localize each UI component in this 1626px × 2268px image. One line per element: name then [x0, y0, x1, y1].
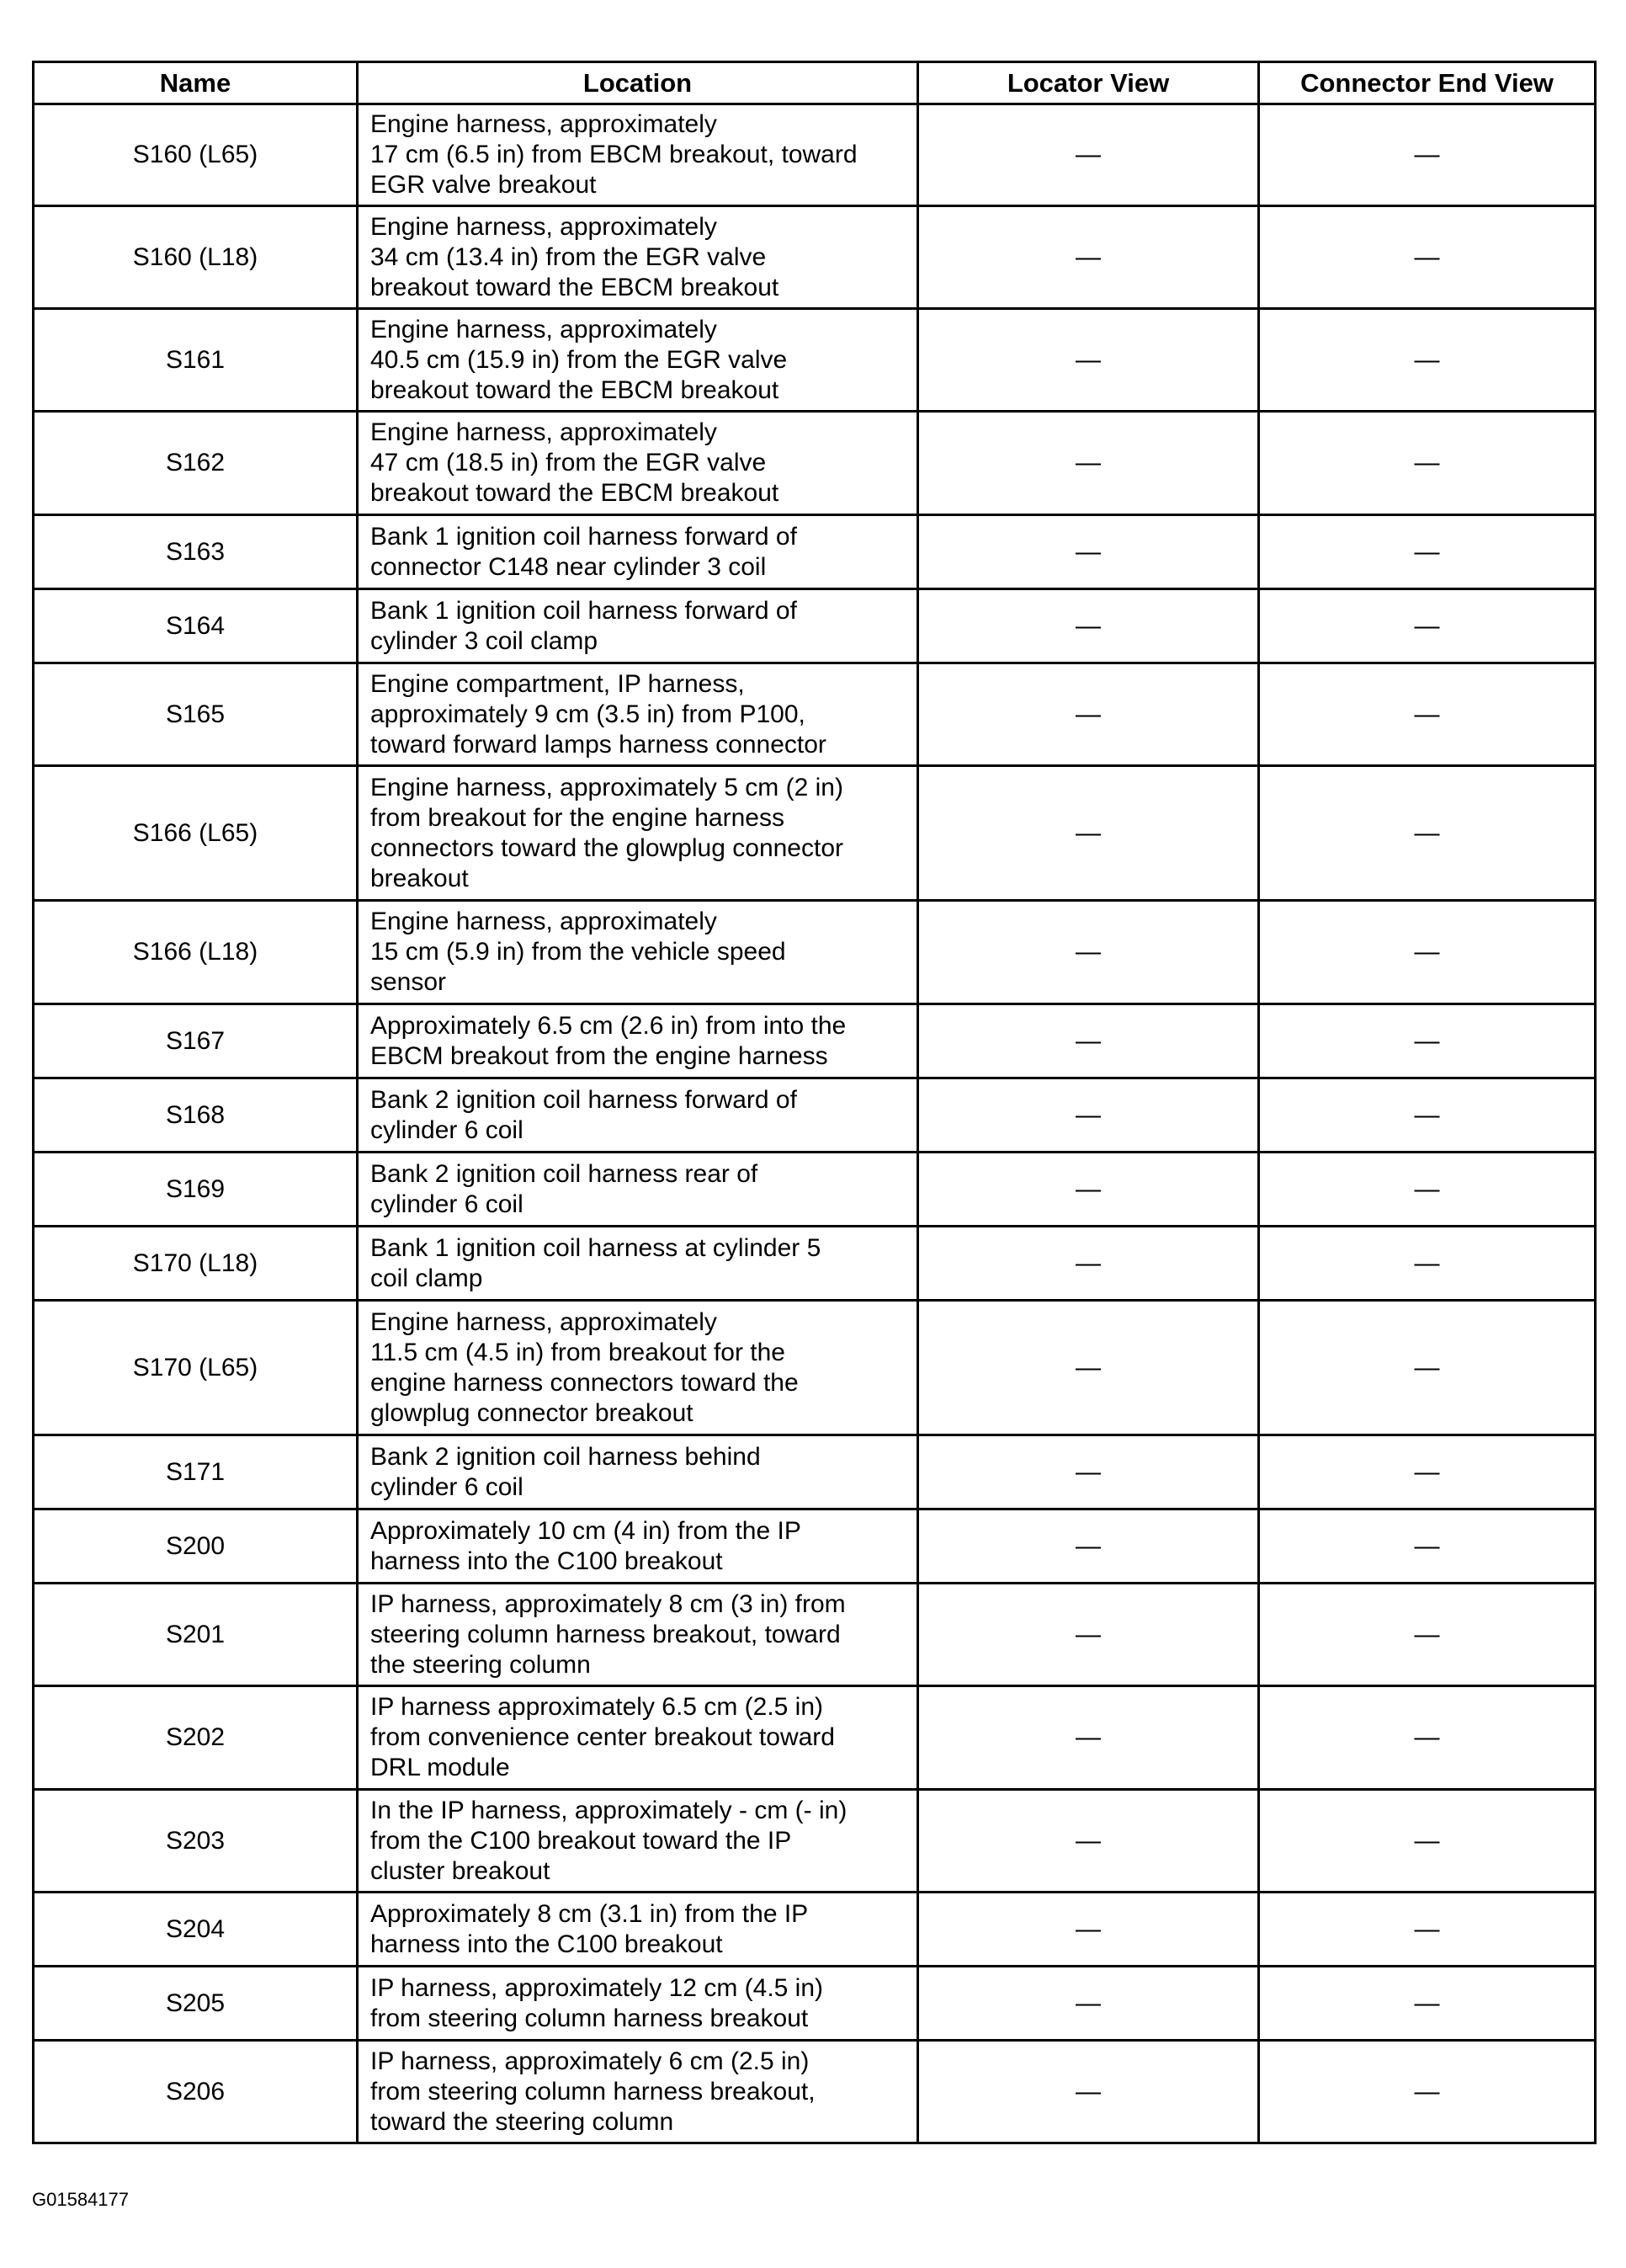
splice-name-cell: S169 [34, 1153, 358, 1227]
connector-end-view-cell: — [1259, 2041, 1596, 2143]
locator-view-cell: — [918, 1301, 1259, 1435]
table-row [34, 901, 1596, 1004]
table-row [34, 1153, 1596, 1227]
table-row [34, 589, 1596, 663]
table-row [34, 309, 1596, 412]
table-row [34, 412, 1596, 515]
locator-view-cell: — [918, 1584, 1259, 1686]
connector-end-view-cell: — [1259, 1509, 1596, 1584]
connector-end-view-cell: — [1259, 206, 1596, 309]
splice-name-cell: S200 [34, 1509, 358, 1584]
table-row [34, 1509, 1596, 1584]
connector-end-view-cell: — [1259, 1078, 1596, 1153]
table-row [34, 1004, 1596, 1078]
connector-end-view-cell: — [1259, 104, 1596, 206]
connector-end-view-cell: — [1259, 663, 1596, 766]
header-row [34, 62, 1596, 104]
table-row [34, 1435, 1596, 1509]
connector-end-view-cell: — [1259, 1301, 1596, 1435]
location-cell: Engine harness, approximately 15 cm (5.9 in) from the vehicle speed sensor [358, 901, 918, 1004]
splice-name-cell: S204 [34, 1893, 358, 1967]
location-cell: Approximately 10 cm (4 in) from the IP harness into the C100 breakout [358, 1509, 918, 1584]
location-cell: Engine harness, approximately 11.5 cm (4.5 in) from breakout for the engine harness connectors toward the glowplug connector breakout [358, 1301, 918, 1435]
splice-name-cell: S171 [34, 1435, 358, 1509]
connector-end-view-cell: — [1259, 412, 1596, 515]
connector-end-view-cell: — [1259, 766, 1596, 901]
splice-name-cell: S166 (L65) [34, 766, 358, 901]
locator-view-cell: — [918, 901, 1259, 1004]
location-cell: Bank 1 ignition coil harness forward of connector C148 near cylinder 3 coil [358, 515, 918, 589]
splice-name-cell: S203 [34, 1790, 358, 1893]
splice-name-cell: S206 [34, 2041, 358, 2143]
location-cell: Engine harness, approximately 17 cm (6.5 in) from EBCM breakout, toward EGR valve breakout [358, 104, 918, 206]
splice-location-table [32, 61, 1597, 2144]
table-row [34, 663, 1596, 766]
location-cell: Bank 2 ignition coil harness behind cylinder 6 coil [358, 1435, 918, 1509]
connector-end-view-cell: — [1259, 1686, 1596, 1790]
table-row [34, 766, 1596, 901]
location-cell: Approximately 8 cm (3.1 in) from the IP harness into the C100 breakout [358, 1893, 918, 1967]
connector-end-view-cell: — [1259, 1004, 1596, 1078]
splice-name-cell: S170 (L65) [34, 1301, 358, 1435]
connector-end-view-cell: — [1259, 1893, 1596, 1967]
location-cell: Bank 1 ignition coil harness forward of cylinder 3 coil clamp [358, 589, 918, 663]
table-row [34, 1686, 1596, 1790]
locator-view-cell: — [918, 1435, 1259, 1509]
location-cell: IP harness, approximately 6 cm (2.5 in) from steering column harness breakout, toward the steering column [358, 2041, 918, 2143]
splice-name-cell: S205 [34, 1967, 358, 2041]
splice-name-cell: S165 [34, 663, 358, 766]
locator-view-cell: — [918, 1686, 1259, 1790]
splice-name-cell: S201 [34, 1584, 358, 1686]
location-cell: IP harness, approximately 8 cm (3 in) from steering column harness breakout, toward the steering column [358, 1584, 918, 1686]
location-cell: Bank 1 ignition coil harness at cylinder 5 coil clamp [358, 1227, 918, 1301]
locator-view-cell: — [918, 309, 1259, 412]
locator-view-cell: — [918, 1153, 1259, 1227]
location-cell: IP harness, approximately 12 cm (4.5 in) from steering column harness breakout [358, 1967, 918, 2041]
splice-name-cell: S163 [34, 515, 358, 589]
splice-name-cell: S168 [34, 1078, 358, 1153]
connector-end-view-cell: — [1259, 309, 1596, 412]
locator-view-cell: — [918, 104, 1259, 206]
table-row [34, 1584, 1596, 1686]
splice-name-cell: S164 [34, 589, 358, 663]
header-name: Name [34, 62, 358, 104]
location-cell: IP harness approximately 6.5 cm (2.5 in) from convenience center breakout toward DRL module [358, 1686, 918, 1790]
table-row [34, 1967, 1596, 2041]
locator-view-cell: — [918, 515, 1259, 589]
header-location: Location [358, 62, 918, 104]
location-cell: Engine compartment, IP harness, approximately 9 cm (3.5 in) from P100, toward forward lamps harness connector [358, 663, 918, 766]
locator-view-cell: — [918, 206, 1259, 309]
splice-name-cell: S170 (L18) [34, 1227, 358, 1301]
location-cell: Engine harness, approximately 40.5 cm (15.9 in) from the EGR valve breakout toward the EBCM breakout [358, 309, 918, 412]
connector-end-view-cell: — [1259, 1153, 1596, 1227]
locator-view-cell: — [918, 766, 1259, 901]
splice-name-cell: S162 [34, 412, 358, 515]
location-cell: Engine harness, approximately 34 cm (13.4 in) from the EGR valve breakout toward the EBCM breakout [358, 206, 918, 309]
connector-end-view-cell: — [1259, 515, 1596, 589]
connector-end-view-cell: — [1259, 1584, 1596, 1686]
figure-id: G01584177 [32, 2189, 129, 2210]
table-row [34, 1301, 1596, 1435]
splice-name-cell: S160 (L65) [34, 104, 358, 206]
table-row [34, 1893, 1596, 1967]
location-cell: Approximately 6.5 cm (2.6 in) from into the EBCM breakout from the engine harness [358, 1004, 918, 1078]
locator-view-cell: — [918, 1227, 1259, 1301]
table-row [34, 104, 1596, 206]
locator-view-cell: — [918, 412, 1259, 515]
locator-view-cell: — [918, 589, 1259, 663]
table-row [34, 515, 1596, 589]
table-row [34, 1227, 1596, 1301]
connector-end-view-cell: — [1259, 589, 1596, 663]
header-connector-end-view: Connector End View [1259, 62, 1596, 104]
splice-location-table-container [32, 61, 1594, 2144]
locator-view-cell: — [918, 663, 1259, 766]
locator-view-cell: — [918, 1790, 1259, 1893]
table-row [34, 2041, 1596, 2143]
table-row [34, 206, 1596, 309]
splice-name-cell: S166 (L18) [34, 901, 358, 1004]
locator-view-cell: — [918, 1509, 1259, 1584]
location-cell: Engine harness, approximately 5 cm (2 in) from breakout for the engine harness connectors toward the glowplug connector breakout [358, 766, 918, 901]
connector-end-view-cell: — [1259, 1967, 1596, 2041]
connector-end-view-cell: — [1259, 1790, 1596, 1893]
locator-view-cell: — [918, 1893, 1259, 1967]
connector-end-view-cell: — [1259, 1435, 1596, 1509]
table-row [34, 1078, 1596, 1153]
splice-name-cell: S202 [34, 1686, 358, 1790]
locator-view-cell: — [918, 1078, 1259, 1153]
location-cell: Engine harness, approximately 47 cm (18.5 in) from the EGR valve breakout toward the EBCM breakout [358, 412, 918, 515]
connector-end-view-cell: — [1259, 901, 1596, 1004]
table-row [34, 1790, 1596, 1893]
connector-end-view-cell: — [1259, 1227, 1596, 1301]
splice-name-cell: S161 [34, 309, 358, 412]
locator-view-cell: — [918, 1967, 1259, 2041]
location-cell: Bank 2 ignition coil harness rear of cylinder 6 coil [358, 1153, 918, 1227]
splice-name-cell: S160 (L18) [34, 206, 358, 309]
locator-view-cell: — [918, 1004, 1259, 1078]
location-cell: In the IP harness, approximately - cm (- in) from the C100 breakout toward the IP cluster breakout [358, 1790, 918, 1893]
locator-view-cell: — [918, 2041, 1259, 2143]
splice-name-cell: S167 [34, 1004, 358, 1078]
header-locator-view: Locator View [918, 62, 1259, 104]
location-cell: Bank 2 ignition coil harness forward of cylinder 6 coil [358, 1078, 918, 1153]
